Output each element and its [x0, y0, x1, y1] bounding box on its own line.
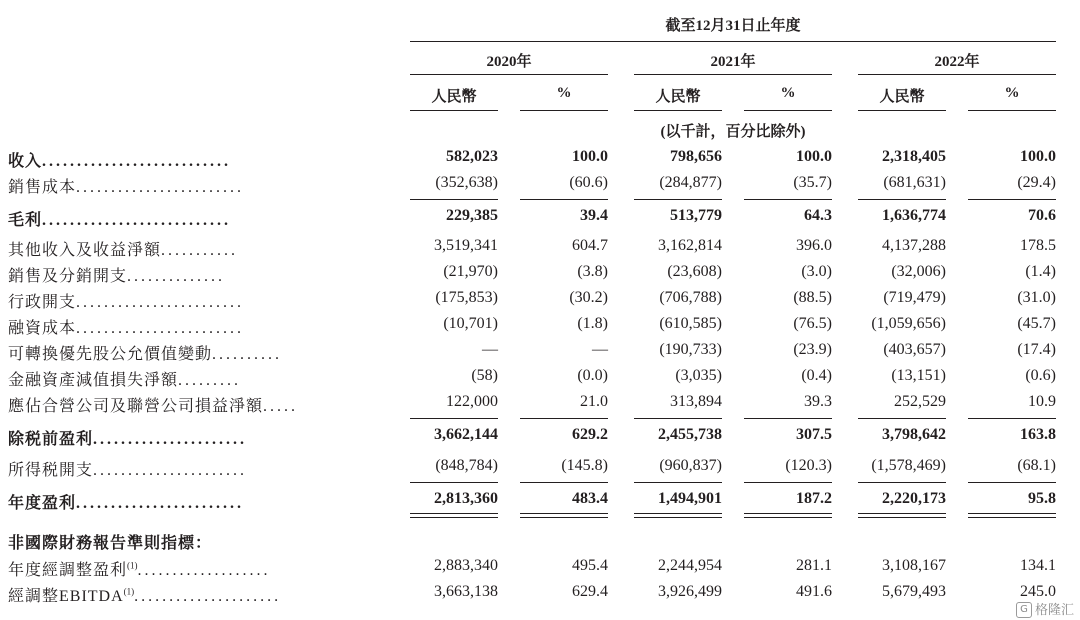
table-cell: (719,479) [883, 289, 946, 306]
row-label [8, 341, 282, 364]
row-label [8, 583, 281, 606]
dot-leader: ........................... [42, 153, 232, 170]
footnote-marker: (1) [127, 560, 138, 571]
footnote-marker: (1) [123, 586, 135, 597]
table-cell: 629.2 [572, 426, 608, 443]
subtotal-rule [968, 513, 1056, 514]
row-label-text: 金融資產減值損失淨額 [8, 372, 179, 389]
table-cell: (45.7) [1017, 315, 1056, 332]
table-cell: (10,701) [443, 315, 498, 332]
row-label [8, 207, 231, 230]
table-cell: 2,318,405 [882, 148, 946, 165]
table-cell: 3,663,138 [434, 583, 498, 600]
table-cell: (3.0) [801, 263, 832, 280]
year-header-2021: 2021年 [710, 54, 756, 70]
table-cell: 252,529 [894, 393, 946, 410]
subheader-rule [634, 110, 722, 111]
table-cell: (284,877) [659, 174, 722, 191]
table-cell: (1,059,656) [871, 315, 946, 332]
table-cell: 604.7 [572, 237, 608, 254]
currency-header-2020: 人民幣 [431, 89, 477, 105]
table-cell: (1.8) [577, 315, 608, 332]
row-label-text: 其他收入及收益淨額 [8, 242, 162, 259]
subtotal-rule [634, 482, 722, 483]
subtotal-rule [634, 513, 722, 514]
year-rule-2022 [858, 74, 1056, 75]
subtotal-rule [410, 199, 498, 200]
subtotal-rule [744, 513, 832, 514]
year-rule-2021 [634, 74, 832, 75]
table-cell: (21,970) [443, 263, 498, 280]
row-label-text: 銷售及分銷開支 [8, 268, 128, 285]
subheader-rule [744, 110, 832, 111]
row-label [8, 457, 247, 480]
row-label-text: 毛利 [8, 212, 43, 229]
double-rule [520, 517, 608, 518]
table-cell: (17.4) [1017, 341, 1056, 358]
table-cell: 1,494,901 [658, 490, 722, 507]
subtotal-rule [520, 199, 608, 200]
table-cell: (58) [471, 367, 498, 384]
table-cell: 10.9 [1028, 393, 1056, 410]
table-cell: 307.5 [796, 426, 832, 443]
table-cell: 39.3 [804, 393, 832, 410]
table-cell: (960,837) [659, 457, 722, 474]
row-label [8, 393, 298, 416]
table-cell: 100.0 [796, 148, 832, 165]
row-label [8, 289, 244, 312]
dot-leader: ........................ [76, 495, 245, 512]
table-cell: (1.4) [1025, 263, 1056, 280]
row-label-text: 銷售成本 [8, 179, 77, 196]
row-label-text: 應佔合營公司及聯營公司損益淨額 [8, 398, 264, 415]
table-cell: 513,779 [670, 207, 722, 224]
currency-header-2021: 人民幣 [655, 89, 701, 105]
dot-leader: ................... [137, 562, 271, 579]
double-rule [634, 517, 722, 518]
subtotal-rule [744, 482, 832, 483]
table-cell: 178.5 [1020, 237, 1056, 254]
watermark-text: 格隆汇 [1034, 602, 1074, 618]
table-cell: 100.0 [572, 148, 608, 165]
table-cell: 483.4 [572, 490, 608, 507]
dot-leader: ........................... [42, 212, 232, 229]
table-cell: 5,679,493 [882, 583, 946, 600]
subtotal-rule [858, 513, 946, 514]
table-cell: (190,733) [659, 341, 722, 358]
table-cell: 4,137,288 [882, 237, 946, 254]
watermark [1016, 599, 1074, 619]
unit-note: (以千計，百分比除外) [660, 124, 806, 140]
table-cell: 3,798,642 [882, 426, 946, 443]
period-rule [410, 41, 1056, 42]
table-cell: (403,657) [883, 341, 946, 358]
table-cell: (175,853) [435, 289, 498, 306]
year-header-2020: 2020年 [486, 54, 532, 70]
table-cell: 2,220,173 [882, 490, 946, 507]
table-cell: (0.4) [801, 367, 832, 384]
row-label-text: 可轉換優先股公允價值變動 [8, 346, 213, 363]
table-cell: (120.3) [785, 457, 832, 474]
subtotal-rule [858, 199, 946, 200]
table-cell: (32,006) [891, 263, 946, 280]
subtotal-rule [744, 418, 832, 419]
row-label [8, 263, 225, 286]
dot-leader: ..... [263, 398, 299, 415]
row-label-text: 收入 [8, 153, 43, 170]
table-cell: 2,455,738 [658, 426, 722, 443]
table-cell: 245.0 [1020, 583, 1056, 600]
table-cell: 64.3 [804, 207, 832, 224]
table-cell: (610,585) [659, 315, 722, 332]
double-rule [410, 517, 498, 518]
table-cell: 3,519,341 [434, 237, 498, 254]
table-cell: 491.6 [796, 583, 832, 600]
double-rule [858, 517, 946, 518]
subtotal-rule [410, 418, 498, 419]
row-label-text: 年度盈利 [8, 495, 77, 512]
table-cell: (76.5) [793, 315, 832, 332]
table-cell: (3,035) [675, 367, 722, 384]
table-cell: 229,385 [446, 207, 498, 224]
row-label-text: 所得税開支 [8, 462, 94, 479]
table-cell: 2,883,340 [434, 557, 498, 574]
row-label [8, 557, 271, 580]
table-cell: (0.6) [1025, 367, 1056, 384]
dot-leader: ........... [161, 242, 239, 259]
double-rule [968, 517, 1056, 518]
table-cell: — [592, 341, 608, 358]
row-label-text: 經調整EBITDA [8, 588, 124, 605]
table-cell: (352,638) [435, 174, 498, 191]
double-rule [744, 517, 832, 518]
row-label [8, 237, 238, 260]
dot-leader: ...................... [93, 462, 248, 479]
table-cell: 100.0 [1020, 148, 1056, 165]
table-cell: (3.8) [577, 263, 608, 280]
percent-header-2022: % [1004, 85, 1020, 101]
table-cell: 582,023 [446, 148, 498, 165]
non-ifrs-heading: 非國際財務報告準則指標： [8, 535, 213, 552]
watermark-logo-icon: G [1016, 602, 1032, 618]
table-cell: 134.1 [1020, 557, 1056, 574]
subtotal-rule [858, 418, 946, 419]
subtotal-rule [520, 513, 608, 514]
subtotal-rule [744, 199, 832, 200]
table-cell: 798,656 [670, 148, 722, 165]
row-label-text: 除税前盈利 [8, 431, 94, 448]
subtotal-rule [410, 513, 498, 514]
table-cell: 21.0 [580, 393, 608, 410]
year-header-2022: 2022年 [934, 54, 980, 70]
table-cell: (30.2) [569, 289, 608, 306]
subtotal-rule [968, 199, 1056, 200]
table-cell: (23.9) [793, 341, 832, 358]
table-cell: — [482, 341, 498, 358]
subtotal-rule [410, 482, 498, 483]
dot-leader: ........................ [76, 320, 245, 337]
table-cell: 95.8 [1028, 490, 1056, 507]
period-header: 截至12月31日止年度 [665, 18, 801, 34]
row-label [8, 315, 244, 338]
subtotal-rule [634, 199, 722, 200]
row-label-text: 行政開支 [8, 294, 77, 311]
table-cell: (60.6) [569, 174, 608, 191]
subtotal-rule [968, 418, 1056, 419]
percent-header-2020: % [556, 85, 572, 101]
table-cell: 3,162,814 [658, 237, 722, 254]
dot-leader: ........................ [76, 294, 245, 311]
row-label [8, 148, 231, 171]
percent-header-2021: % [780, 85, 796, 101]
table-cell: 313,894 [670, 393, 722, 410]
dot-leader: .......... [212, 346, 283, 363]
dot-leader: .............. [127, 268, 226, 285]
table-cell: (29.4) [1017, 174, 1056, 191]
table-cell: 3,108,167 [882, 557, 946, 574]
table-cell: 495.4 [572, 557, 608, 574]
table-cell: (145.8) [561, 457, 608, 474]
row-label [8, 367, 241, 390]
subtotal-rule [968, 482, 1056, 483]
subheader-rule [520, 110, 608, 111]
dot-leader: ...................... [93, 431, 248, 448]
table-cell: (31.0) [1017, 289, 1056, 306]
table-cell: 163.8 [1020, 426, 1056, 443]
row-label [8, 426, 247, 449]
table-cell: 1,636,774 [882, 207, 946, 224]
table-cell: (848,784) [435, 457, 498, 474]
year-rule-2020 [410, 74, 608, 75]
dot-leader: ..................... [134, 588, 282, 605]
table-cell: 3,926,499 [658, 583, 722, 600]
table-cell: (88.5) [793, 289, 832, 306]
table-cell: 629.4 [572, 583, 608, 600]
dot-leader: ........................ [76, 179, 245, 196]
row-label-text: 年度經調整盈利 [8, 562, 128, 579]
currency-header-2022: 人民幣 [879, 89, 925, 105]
row-label-text: 融資成本 [8, 320, 77, 337]
table-cell: (23,608) [667, 263, 722, 280]
table-cell: 187.2 [796, 490, 832, 507]
table-cell: 396.0 [796, 237, 832, 254]
dot-leader: ......... [178, 372, 242, 389]
table-cell: 281.1 [796, 557, 832, 574]
subtotal-rule [520, 418, 608, 419]
table-cell: (35.7) [793, 174, 832, 191]
table-cell: (681,631) [883, 174, 946, 191]
table-cell: 122,000 [446, 393, 498, 410]
table-cell: (1,578,469) [871, 457, 946, 474]
table-cell: (13,151) [891, 367, 946, 384]
table-cell: 2,813,360 [434, 490, 498, 507]
subtotal-rule [858, 482, 946, 483]
table-cell: (68.1) [1017, 457, 1056, 474]
subheader-rule [968, 110, 1056, 111]
row-label [8, 490, 244, 513]
table-cell: (706,788) [659, 289, 722, 306]
table-cell: (0.0) [577, 367, 608, 384]
table-cell: 39.4 [580, 207, 608, 224]
table-cell: 2,244,954 [658, 557, 722, 574]
subheader-rule [410, 110, 498, 111]
subtotal-rule [520, 482, 608, 483]
table-cell: 70.6 [1028, 207, 1056, 224]
table-cell: 3,662,144 [434, 426, 498, 443]
row-label [8, 174, 244, 197]
subheader-rule [858, 110, 946, 111]
subtotal-rule [634, 418, 722, 419]
